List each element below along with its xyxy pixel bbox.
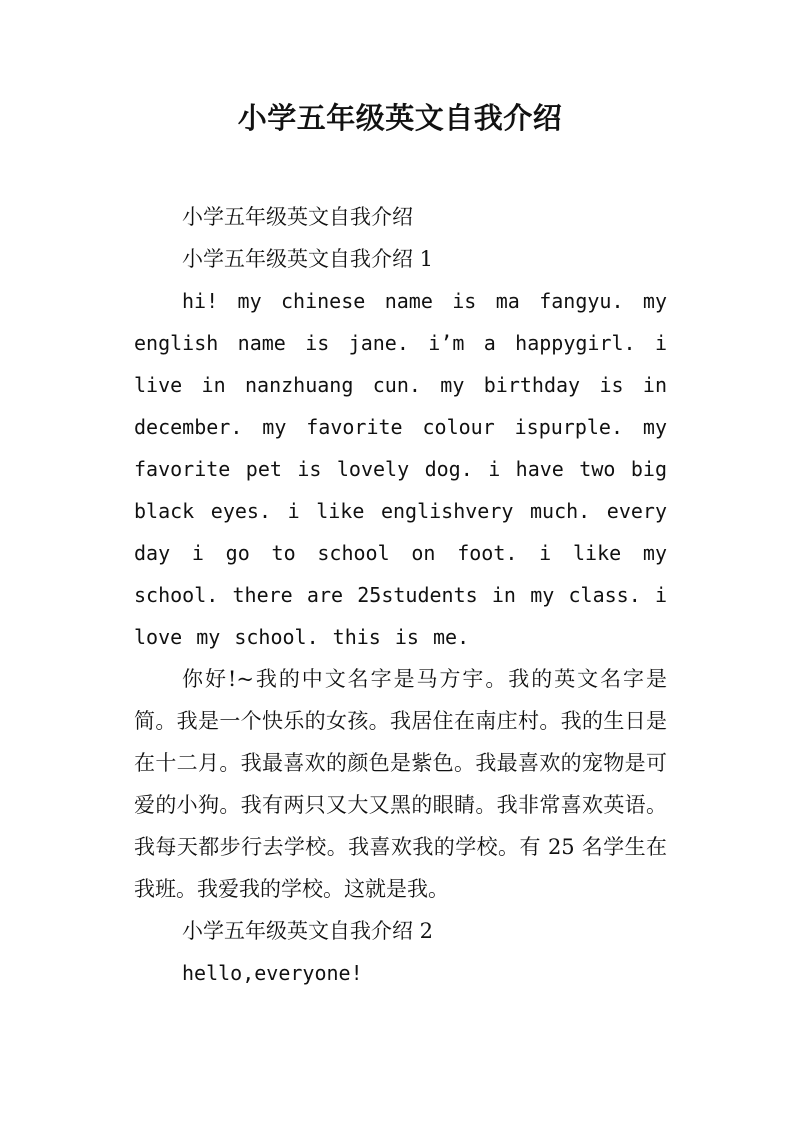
paragraph-heading: 小学五年级英文自我介绍 — [182, 205, 413, 229]
paragraph-chinese-intro: 你好!~我的中文名字是马方宇。我的英文名字是简。我是一个快乐的女孩。我居住在南庄村。我的生日是在十二月。我最喜欢的颜色是紫色。我最喜欢的宠物是可爱的小狗。我有两只又大又黑的眼睛。我非常喜欢英语。我每天都步行去学校。我喜欢我的学校。有 25 名学生在我班。我爱我的学校。这就是我。 — [134, 667, 667, 901]
document-body — [134, 196, 667, 994]
document-title: 小学五年级英文自我介绍 — [237, 101, 563, 135]
section-heading-2: 小学五年级英文自我介绍 2 — [182, 919, 434, 943]
paragraph-greeting: hello,everyone! — [182, 961, 363, 985]
section-heading-1: 小学五年级英文自我介绍 1 — [182, 247, 434, 271]
paragraph-english-intro: hi! my chinese name is ma fangyu. my english name is jane. i’m a happygirl. i live in nanzhuang cun. my birthday is in december. my favorite colour ispurple. my favorite pet is lovely dog. i have two big black eyes. i like englishvery much. every day i go to school on foot. i like my school. there are 25students in my class. i love my school. this is me. — [134, 289, 667, 649]
